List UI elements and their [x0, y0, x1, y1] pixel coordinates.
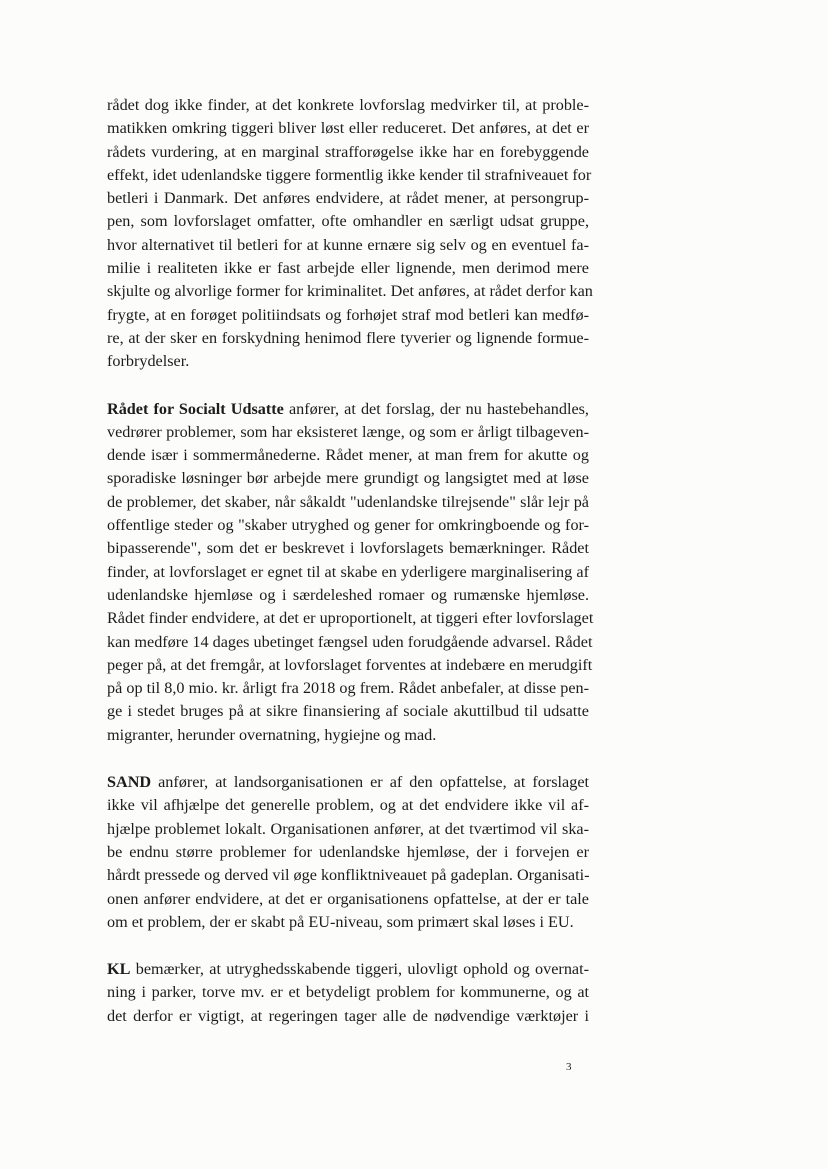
- line-text: pen, som lovforslaget omfatter, ofte omhandler en særligt udsat gruppe,: [107, 212, 589, 231]
- line-text: peger på, at det fremgår, at lovforslaget forventes at indebære en merudgift: [107, 655, 593, 674]
- paragraph: [107, 94, 593, 374]
- page-number: 3: [566, 1061, 572, 1073]
- line-text: på op til 8,0 mio. kr. årligt fra 2018 og frem. Rådet anbefaler, at disse pen-: [107, 679, 589, 698]
- text-line: [107, 1005, 589, 1028]
- text-line: [107, 210, 589, 233]
- text-line: [107, 631, 593, 654]
- line-text: udenlandske hjemløse og i særdeleshed romaer og rumænske hjemløse.: [107, 585, 589, 604]
- text-line: [107, 537, 589, 560]
- line-text: frygte, at en forøget politiindsats og forhøjet straf mod betleri kan medfø-: [107, 305, 589, 324]
- text-line: [107, 654, 593, 677]
- text-line: [107, 700, 589, 723]
- text-line: [107, 117, 589, 140]
- line-text: betleri i Danmark. Det anføres endvidere, at rådet mener, at persongrup-: [107, 189, 589, 208]
- paragraph: [107, 398, 594, 747]
- text-line: [107, 398, 589, 421]
- line-text: matikken omkring tiggeri bliver løst eller reduceret. Det anføres, at det er: [107, 119, 589, 138]
- paragraph: [107, 958, 589, 1028]
- line-text: vedrører problemer, som har eksisteret længe, og som er årligt tilbageven-: [107, 422, 589, 441]
- paragraph-gap: [107, 747, 589, 771]
- text-line: [107, 584, 589, 607]
- organisation-name: Rådet for Socialt Udsatte: [107, 399, 284, 418]
- text-line: [107, 677, 589, 700]
- text-line: [107, 724, 589, 747]
- line-text: hvor alternativet til betleri for at kunne ernære sig selv og en eventuel fa-: [107, 235, 589, 254]
- line-text: re, at der sker en forskydning henimod flere tyverier og lignende formue-: [107, 328, 589, 347]
- line-text: milie i realiteten ikke er fast arbejde eller lignende, men derimod mere: [107, 259, 589, 278]
- organisation-name: KL: [107, 960, 131, 979]
- paragraph: [107, 771, 589, 934]
- line-text: sporadiske løsninger bør arbejde mere grundigt og langsigtet med at løse: [107, 469, 589, 488]
- text-line: [107, 467, 589, 490]
- line-text: Rådet finder endvidere, at det er uproportionelt, at tiggeri efter lovforslaget: [107, 609, 594, 628]
- text-line: [107, 280, 593, 303]
- text-line: [107, 818, 589, 841]
- text-line: [107, 350, 589, 373]
- line-text: hårdt pressede og derved vil øge konfliktniveauet på gadeplan. Organisati-: [107, 866, 590, 885]
- line-text: det derfor er vigtigt, at regeringen tager alle de nødvendige værktøjer i: [107, 1006, 589, 1025]
- text-line: [107, 421, 589, 444]
- line-text: be endnu større problemer for udenlandske hjemløse, der i forvejen er: [107, 842, 589, 861]
- line-text: bipasserende", som det er beskrevet i lovforslagets bemærkninger. Rådet: [107, 539, 589, 558]
- text-line: [107, 841, 589, 864]
- line-text: de problemer, det skaber, når såkaldt "udenlandske tilrejsende" slår lejr på: [107, 492, 589, 511]
- text-line: [107, 864, 589, 887]
- paragraph-gap: [107, 374, 589, 398]
- text-line: [107, 444, 589, 467]
- line-text: anfører, at landsorganisationen er af den opfattelse, at forslaget: [151, 773, 589, 792]
- text-line: [107, 327, 589, 350]
- text-line: [107, 981, 589, 1004]
- text-line: [107, 187, 589, 210]
- line-text: hjælpe problemet lokalt. Organisationen anfører, at det tværtimod vil ska-: [107, 819, 589, 838]
- line-text: rådets vurdering, at en marginal strafforøgelse ikke har en forebyggende: [107, 142, 589, 161]
- text-line: [107, 958, 589, 981]
- organisation-name: SAND: [107, 773, 152, 792]
- line-text: om et problem, der er skabt på EU-niveau, som primært skal løses i EU.: [107, 912, 574, 931]
- line-text: effekt, idet udenlandske tiggere formentlig ikke kender til strafniveauet for: [107, 165, 592, 184]
- line-text: anfører, at det forslag, der nu hastebehandles,: [283, 399, 589, 418]
- text-line: [107, 514, 589, 537]
- text-line: [107, 94, 589, 117]
- text-line: [107, 234, 589, 257]
- line-text: dende især i sommermånederne. Rådet mener, at man frem for akutte og: [107, 446, 589, 465]
- line-text: rådet dog ikke finder, at det konkrete lovforslag medvirker til, at proble-: [107, 96, 589, 114]
- paragraph-gap: [107, 934, 589, 958]
- line-text: skjulte og alvorlige former for kriminalitet. Det anføres, at rådet derfor kan: [107, 282, 593, 301]
- text-line: [107, 607, 594, 630]
- text-line: [107, 164, 592, 187]
- line-text: forbrydelser.: [107, 352, 190, 371]
- document-body: [107, 94, 594, 1028]
- text-line: [107, 888, 589, 911]
- line-text: ning i parker, torve mv. er et betydeligt problem for kommunerne, og at: [107, 983, 589, 1002]
- line-text: ikke vil afhjælpe det generelle problem, og at det endvidere ikke vil af-: [107, 796, 589, 815]
- text-line: [107, 771, 589, 794]
- text-line: [107, 257, 589, 280]
- text-line: [107, 911, 589, 934]
- line-text: kan medføre 14 dages ubetinget fængsel uden forudgående advarsel. Rådet: [107, 632, 593, 651]
- line-text: offentlige steder og "skaber utryghed og gener for omkringboende og for-: [107, 516, 589, 535]
- line-text: onen anfører endvidere, at det er organisationens opfattelse, at der er tale: [107, 889, 589, 908]
- text-line: [107, 141, 589, 164]
- text-line: [107, 491, 589, 514]
- line-text: migranter, herunder overnatning, hygiejne og mad.: [107, 725, 437, 744]
- text-line: [107, 794, 589, 817]
- line-text: bemærker, at utryghedsskabende tiggeri, ulovligt ophold og overnat-: [130, 960, 589, 979]
- line-text: finder, at lovforslaget er egnet til at skabe en yderligere marginalisering af: [107, 562, 589, 581]
- text-line: [107, 561, 589, 584]
- line-text: ge i stedet bruges på at sikre finansiering af sociale akuttilbud til udsatte: [107, 702, 589, 721]
- text-line: [107, 304, 589, 327]
